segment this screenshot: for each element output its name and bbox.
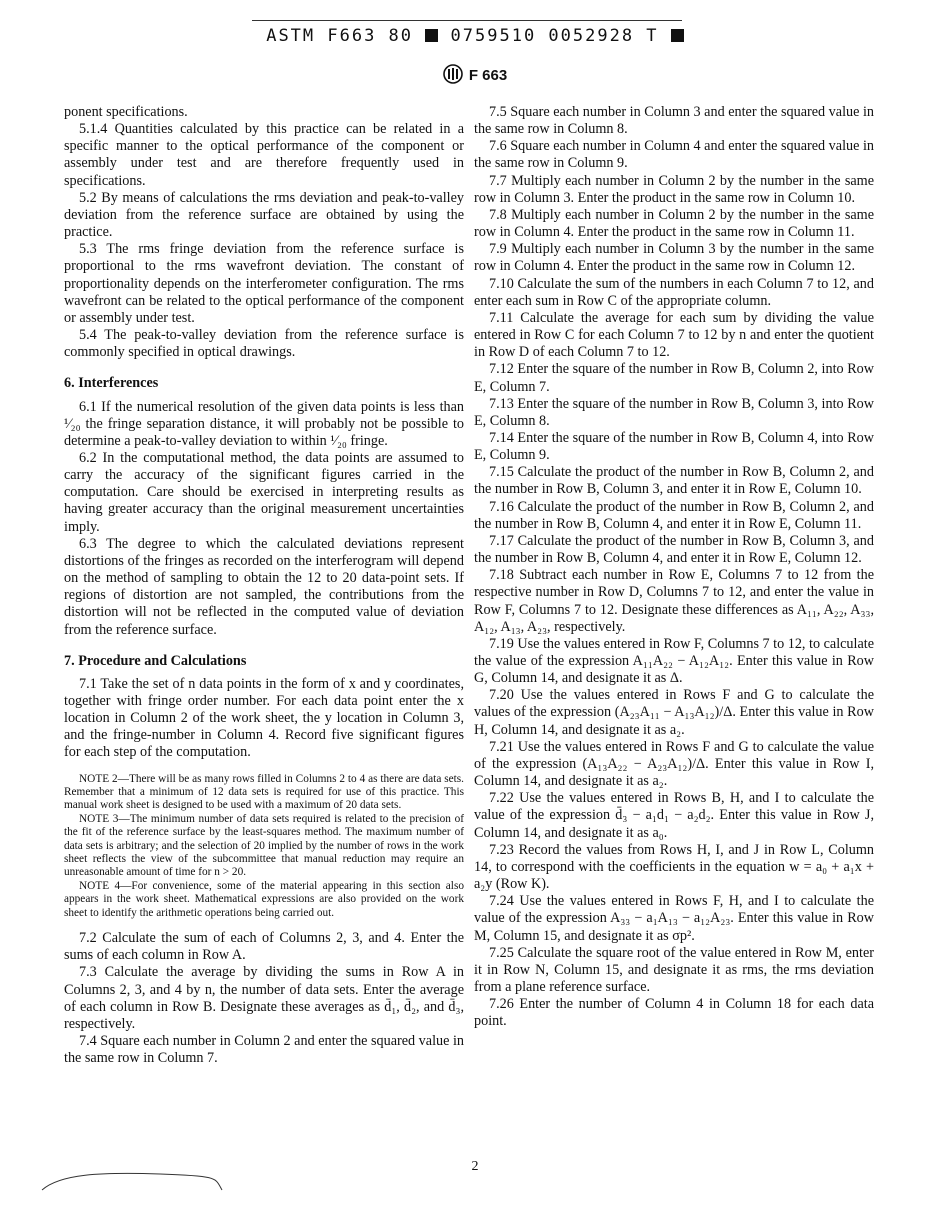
paragraph-7-12: 7.12 Enter the square of the number in Row B, Column 2, into Row E, Column 7. (474, 361, 874, 395)
notes-block (64, 773, 464, 920)
paragraph-7-8: 7.8 Multiply each number in Column 2 by the number in the same row in Column 4. Enter the product in the same row in Column 11. (474, 206, 874, 241)
scan-mark (40, 1168, 240, 1198)
astm-logo-icon (443, 64, 463, 88)
designation-label: F 663 (468, 67, 508, 84)
section-heading-procedure: 7. Procedure and Calculations (64, 652, 247, 669)
paragraph-7-23: 7.23 Record the values from Rows H, I, and J in Row L, Column 14, to correspond with the coefficients in the equation w = a₀ + a₁x + a₂y (Row K). (474, 841, 874, 893)
paragraph-7-7: 7.7 Multiply each number in Column 2 by the number in the same row in Column 3. Enter the product in the same row in Column 10. (474, 172, 874, 206)
paragraph-7-20: 7.20 Use the values entered in Rows F and G to calculate the values of the expression (A₂₃A₁₁ − A₁₃A₁₂)/Δ. Enter this value in Row H, Column 14, and designate it as a₂. (474, 687, 874, 738)
paragraph-7-21: 7.21 Use the values entered in Rows F and G to calculate the value of the expression (A₁₃A₂₂ − A₂₃A₁₂)/Δ. Enter this value in Row I, Column 14, and designate it as a₂. (474, 738, 874, 790)
note-4: NOTE 4—For convenience, some of the material appearing in this section also appears in the work sheet. Mathematical expressions are also provided on the work sheet to identify the arithmetic operations being carried out. (64, 879, 464, 919)
paragraph-6-2: 6.2 In the computational method, the data points are assumed to carry the accuracy of the significant figures carried in the computation. Care should be exercised in interpreting results as having greater accuracy than the original measurement uncertainties imply. (64, 449, 464, 535)
header-block-mark (425, 29, 438, 42)
header-rule (252, 20, 682, 21)
paragraph-7-1: 7.1 Take the set of n data points in the form of x and y coordinates, together with fringe order number. For each data point enter the x location in Column 2 of the work sheet, the y location in Column 3, and the fringe-number in Column 4. Record five significant figures for each step of the computation. (64, 675, 464, 761)
paragraph-5-3: 5.3 The rms fringe deviation from the reference surface is proportional to the rms wavefront deviation. The constant of proportionality depends on the interferometer configuration. The rms wavefront can be related to the optical performance of the component or assembly under test. (64, 241, 464, 326)
standard-code: ASTM F663 80 (266, 26, 414, 46)
note-3: NOTE 3—The minimum number of data sets required is related to the precision of the fit of the reference surface by the least-squares method. The maximum number of data sets is arbitrary; and the selection of 20 implied by the number of rows in the work sheet reflects the view of the subcommittee that manual reduction may require an unreasonable amount of time for n > 20. (64, 812, 464, 879)
paragraph-7-2: 7.2 Calculate the sum of each of Columns 2, 3, and 4. Enter the sums of each column in Row A. (64, 930, 464, 964)
paragraph-7-10: 7.10 Calculate the sum of the numbers in each Column 7 to 12, and enter each sum in Row C of the appropriate column. (474, 275, 874, 309)
paragraph-7-19: 7.19 Use the values entered in Row F, Columns 7 to 12, to calculate the value of the expression A₁₁A₂₂ − A₁₂A₁₂. Enter this value in Row G, Column 14, and designate it as Δ. (474, 635, 875, 687)
paragraph-7-26: 7.26 Enter the number of Column 4 in Column 18 for each data point. (474, 996, 874, 1030)
note-2: NOTE 2—There will be as many rows filled in Columns 2 to 4 as there are data sets. Remember that a minimum of 12 data sets is required for use of this practice. This manual work sheet is designed to be used with a maximum of 20 data sets. (64, 772, 464, 812)
paragraph-5-1-4: 5.1.4 Quantities calculated by this practice can be related in a specific manner to the optical performance of the component or assembly under test and are therefore frequently used in specifications. (64, 121, 464, 189)
page-number: 2 (471, 1159, 479, 1174)
paragraph-7-24: 7.24 Use the values entered in Rows F, H, and I to calculate the value of the expression A₃₃ − a₁A₁₃ − a₁₂A₂₃. Enter this value in Row M, Column 15, and designate it as σp². (474, 893, 874, 944)
right-column (474, 104, 874, 1030)
paragraph-7-11: 7.11 Calculate the average for each sum by dividing the value entered in Row C for each Column 7 to 12 by n and enter the quotient in Row D of each Column 7 to 12. (474, 309, 874, 361)
paragraph-7-16: 7.16 Calculate the product of the number in Row B, Column 2, and the number in Row B, Column 4, and enter it in Row E, Column 11. (474, 498, 874, 532)
paragraph-7-22: 7.22 Use the values entered in Rows B, H, and I to calculate the value of the expression d̄₃ − a₁d₁ − a₂d₂. Enter this value in Row J, Column 14, and designate it as a₀. (474, 790, 874, 841)
left-column (64, 104, 464, 1067)
paragraph-7-6: 7.6 Square each number in Column 4 and enter the squared value in the same row in Column 9. (474, 138, 874, 172)
paragraph-7-4: 7.4 Square each number in Column 2 and enter the squared value in the same row in Column 7. (64, 1033, 464, 1067)
paragraph-6-1: 6.1 If the numerical resolution of the given data points is less than ¹⁄₂₀ the fringe separation distance, it will probably not be possible to determine a peak-to-valley deviation to within ¹⁄₂₀ fringe. (64, 398, 464, 449)
paragraph-7-15: 7.15 Calculate the product of the number in Row B, Column 2, and the number in Row B, Column 3, and enter it in Row E, Column 10. (474, 464, 874, 498)
document-code-header (0, 26, 950, 46)
barcode-number: 0759510 0052928 T (450, 26, 659, 46)
paragraph-7-5: 7.5 Square each number in Column 3 and enter the squared value in the same row in Column 8. (474, 104, 874, 138)
paragraph-5-2: 5.2 By means of calculations the rms deviation and peak-to-valley deviation from the reference surface are obtained by using the practice. (64, 189, 464, 241)
paragraph-7-9: 7.9 Multiply each number in Column 3 by the number in the same row in Column 4. Enter the product in the same row in Column 12. (474, 241, 874, 275)
section-heading-interferences: 6. Interferences (64, 375, 159, 392)
paragraph-7-25: 7.25 Calculate the square root of the value entered in Row M, enter it in Row N, Column 15, and designate it as rms, the rms deviation from a plane reference surface. (474, 944, 874, 995)
paragraph-7-14: 7.14 Enter the square of the number in Row B, Column 4, into Row E, Column 9. (474, 429, 874, 464)
paragraph-7-13: 7.13 Enter the square of the number in Row B, Column 3, into Row E, Column 8. (474, 395, 874, 429)
header-block-mark-end (671, 29, 684, 42)
paragraph-7-17: 7.17 Calculate the product of the number in Row B, Column 3, and the number in Row B, Column 4, and enter it in Row E, Column 12. (474, 532, 874, 567)
paragraph-6-3: 6.3 The degree to which the calculated deviations represent distortions of the fringes as recorded on the interferogram will depend on the method of sampling to obtain the 12 to 20 data-point sets. If regions of distortion are not sampled, the contributions from the distortion will not be reflected in the computed value of deviation from the reference surface. (64, 535, 464, 638)
paragraph-7-18: 7.18 Subtract each number in Row E, Columns 7 to 12 from the respective number in Row D, Columns 7 to 12, and enter the value in Row F, Columns 7 to 12. Designate these differences as A₁₁, A₂₂, A₃₃, A₁₂, A₁₃, A₂₃, respectively. (474, 567, 874, 635)
paragraph-continued: ponent specifications. (64, 104, 188, 120)
paragraph-7-3: 7.3 Calculate the average by dividing the sums in Row A in Columns 2, 3, and 4 by n, the number of data sets. Enter the average of each column in Row B. Designate these averages as d̄₁, d̄₂, and d̄₃, respectively. (64, 964, 464, 1032)
designation-header (0, 64, 950, 88)
paragraph-5-4: 5.4 The peak-to-valley deviation from the reference surface is commonly specified in optical drawings. (64, 327, 464, 361)
